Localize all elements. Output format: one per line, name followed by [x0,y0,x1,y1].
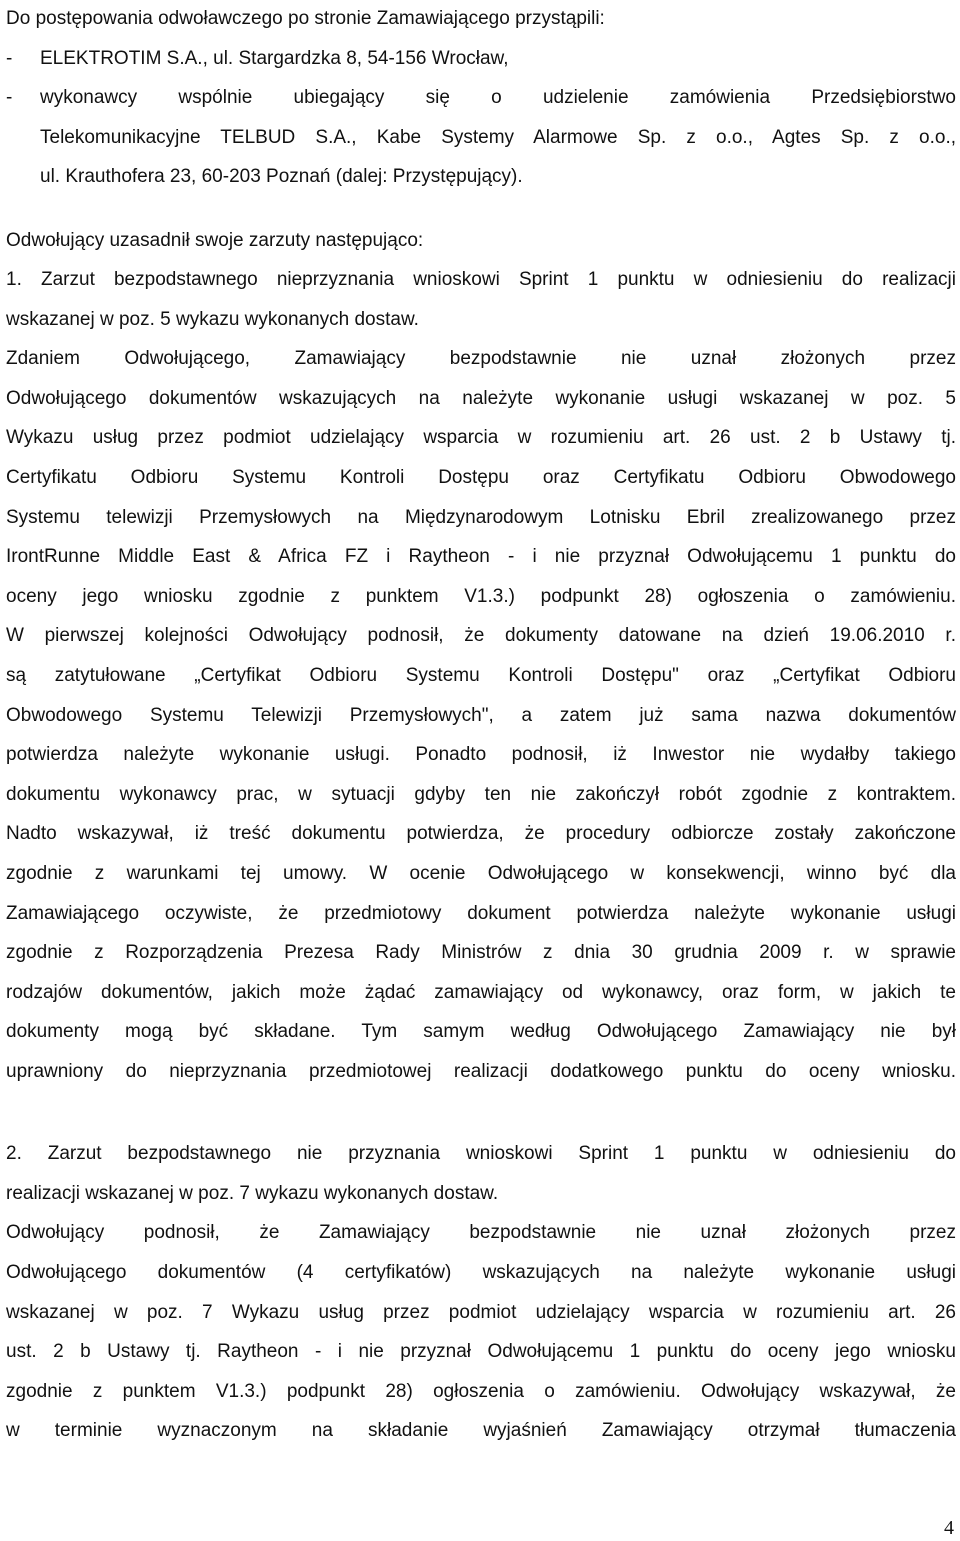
text-line: realizacji wskazanej w poz. 7 wykazu wykonanych dostaw. [6,1183,499,1204]
text-line: dokumenty mogą być składane. Tym samym według Odwołującego Zamawiający nie był [6,1021,956,1042]
list-dash: - [6,48,13,69]
text-line: W pierwszej kolejności Odwołujący podnosił, że dokumenty datowane na dzień 19.06.2010 r. [6,625,956,646]
text-line: zgodnie z Rozporządzenia Prezesa Rady Ministrów z dnia 30 grudnia 2009 r. w sprawie [6,942,956,963]
text-line: Nadto wskazywał, iż treść dokumentu potwierdza, że procedury odbiorcze zostały zakończone [6,823,956,844]
text-line: potwierdza należyte wykonanie usługi. Ponadto podnosił, iż Inwestor nie wydałby takiego [6,744,956,765]
text-line: Telekomunikacyjne TELBUD S.A., Kabe Systemy Alarmowe Sp. z o.o., Agtes Sp. z o.o., [40,127,956,148]
text-line: wykonawcy wspólnie ubiegający się o udzielenie zamówienia Przedsiębiorstwo [40,87,956,108]
text-line: ust. 2 b Ustawy tj. Raytheon - i nie przyznał Odwołującemu 1 punktu do oceny jego wniosku [6,1341,956,1362]
text-line: Certyfikatu Odbioru Systemu Kontroli Dostępu oraz Certyfikatu Odbioru Obwodowego [6,467,956,488]
text-line: uprawniony do nieprzyznania przedmiotowej realizacji dodatkowego punktu do oceny wniosku. [6,1061,956,1082]
text-line: Zdaniem Odwołującego, Zamawiający bezpodstawnie nie uznał złożonych przez [6,348,956,369]
text-line: rodzajów dokumentów, jakich może żądać zamawiający od wykonawcy, oraz form, w jakich te [6,982,956,1003]
text-line: zgodnie z warunkami tej umowy. W ocenie Odwołującego w konsekwencji, winno być dla [6,863,956,884]
text-line: Odwołujący uzasadnił swoje zarzuty następująco: [6,230,424,251]
text-line: Do postępowania odwoławczego po stronie Zamawiającego przystąpili: [6,8,605,29]
text-line: Obwodowego Systemu Telewizji Przemysłowych", a zatem już sama nazwa dokumentów [6,705,956,726]
text-line: ELEKTROTIM S.A., ul. Stargardzka 8, 54-156 Wrocław, [40,48,509,69]
page-number: 4 [944,1517,954,1539]
text-line: Odwołującego dokumentów (4 certyfikatów) wskazujących na należyte wykonanie usługi [6,1262,956,1283]
list-dash: - [6,87,13,108]
text-line: wskazanej w poz. 7 Wykazu usług przez podmiot udzielający wsparcia w rozumieniu art. 26 [6,1302,956,1323]
text-line: oceny jego wniosku zgodnie z punktem V1.3.) podpunkt 28) ogłoszenia o zamówieniu. [6,586,956,607]
text-line: 2. Zarzut bezpodstawnego nie przyznania wnioskowi Sprint 1 punktu w odniesieniu do [6,1143,956,1164]
text-line: Odwołujący podnosił, że Zamawiający bezpodstawnie nie uznał złożonych przez [6,1222,956,1243]
text-line: wskazanej w poz. 5 wykazu wykonanych dostaw. [6,309,419,330]
text-line: dokumentu wykonawcy prac, w sytuacji gdyby ten nie zakończył robót zgodnie z kontraktem. [6,784,956,805]
text-line: Zamawiającego oczywiste, że przedmiotowy dokument potwierdza należyte wykonanie usługi [6,903,956,924]
text-line: zgodnie z punktem V1.3.) podpunkt 28) ogłoszenia o zamówieniu. Odwołujący wskazywał, że [6,1381,956,1402]
text-line: Odwołującego dokumentów wskazujących na należyte wykonanie usługi wskazanej w poz. 5 [6,388,956,409]
text-line: IrontRunne Middle East & Africa FZ i Raytheon - i nie przyznał Odwołującemu 1 punktu do [6,546,956,567]
text-line: Wykazu usług przez podmiot udzielający wsparcia w rozumieniu art. 26 ust. 2 b Ustawy tj. [6,427,956,448]
text-line: Systemu telewizji Przemysłowych na Międzynarodowym Lotnisku Ebril zrealizowanego przez [6,507,956,528]
text-line: w terminie wyznaczonym na składanie wyjaśnień Zamawiający otrzymał tłumaczenia [6,1420,956,1441]
text-line: są zatytułowane „Certyfikat Odbioru Systemu Kontroli Dostępu" oraz „Certyfikat Odbioru [6,665,956,686]
text-line: ul. Krauthofera 23, 60-203 Poznań (dalej: Przystępujący). [40,166,523,187]
text-line: 1. Zarzut bezpodstawnego nieprzyznania wnioskowi Sprint 1 punktu w odniesieniu do realizacji [6,269,956,290]
